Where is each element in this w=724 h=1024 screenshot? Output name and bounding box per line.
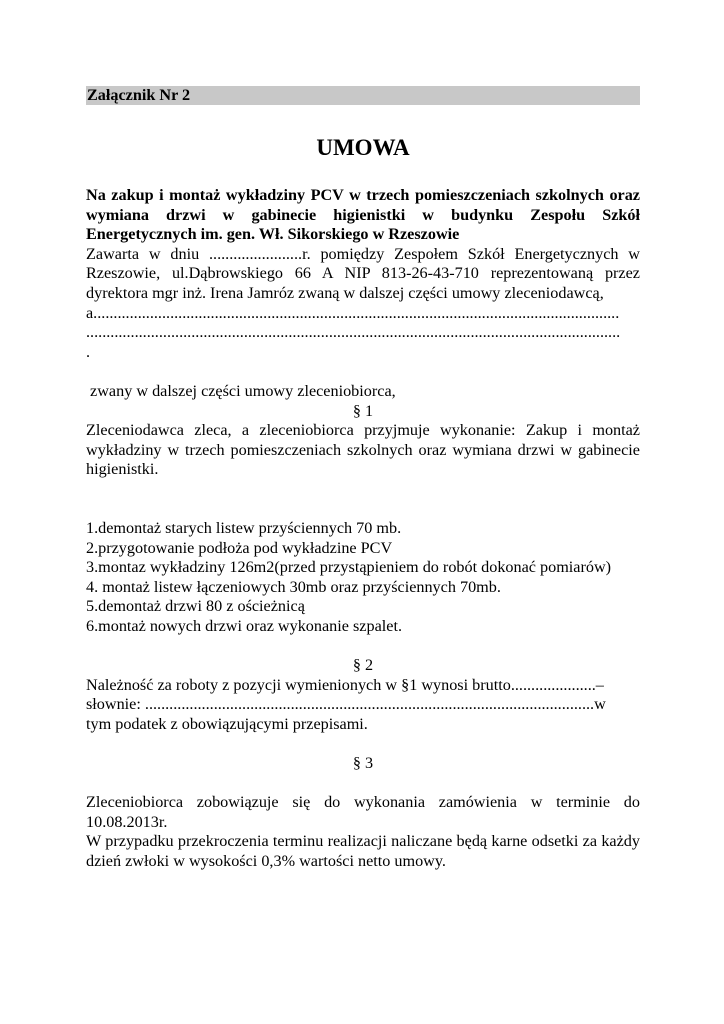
work-items-list xyxy=(86,519,640,637)
party-line-2: .................................................................................................................................... xyxy=(86,323,621,342)
contractor-note: zwany w dalszej części umowy zleceniobiorca, xyxy=(86,381,396,400)
spacer xyxy=(86,734,640,754)
spacer xyxy=(86,636,640,656)
section-3-text-2: W przypadku przekroczenia terminu realizacji naliczane będą karne odsetki za każdy dzień zwłoki w wysokości 0,3% wartości netto umowy. xyxy=(86,832,640,870)
section-1-text: Zleceniodawca zleca, a zleceniobiorca przyjmuje wykonanie: Zakup i montaż wykładziny w trzech pomieszczeniach szkolnych oraz wymiana drzwi w gabinecie higienistki. xyxy=(86,421,640,479)
section-2-line-3: tym podatek z obowiązującymi przepisami. xyxy=(86,714,368,733)
work-item: 2.przygotowanie podłoża pod wykładzine PCV xyxy=(86,538,393,557)
section-3-heading: § 3 xyxy=(352,754,374,773)
contract-subject: Na zakup i montaż wykładziny PCV w trzech pomieszczeniach szkolnych oraz wymiana drzwi w gabinecie higienistki w budynku Zespołu Szkół Energetycznych im. gen. Wł. Sikorskiego w Rzeszowie xyxy=(86,186,640,244)
work-item: 1.demontaż starych listew przyściennych 70 mb. xyxy=(86,518,402,537)
contract-intro: Zawarta w dniu .......................r. pomiędzy Zespołem Szkół Energetycznych w Rzeszowie, ul.Dąbrowskiego 66 A NIP 813-26-43-710 reprezentowaną przez dyrektora mgr inż. Irena Jamróz zwaną w dalszej części umowy zleceniodawcą, xyxy=(86,244,640,302)
annex-label: Załącznik Nr 2 xyxy=(86,86,640,105)
spacer xyxy=(86,362,640,382)
section-2-line-1: Należność za roboty z pozycji wymienionych w §1 wynosi brutto.....................– xyxy=(86,675,604,694)
work-item: 5.demontaż drzwi 80 z ościeżnicą xyxy=(86,597,305,616)
section-1-heading: § 1 xyxy=(352,401,374,420)
work-item: 3.montaz wykładziny 126m2(przed przystąpieniem do robót dokonać pomiarów) xyxy=(86,558,612,577)
party-line-3: . xyxy=(86,342,91,361)
section-3-text-1: Zleceniobiorca zobowiązuje się do wykonania zamówienia w terminie do 10.08.2013r. xyxy=(86,793,640,831)
document-title: UMOWA xyxy=(316,135,410,160)
work-item: 6.montaż nowych drzwi oraz wykonanie szpalet. xyxy=(86,616,402,635)
document-page xyxy=(86,86,640,872)
section-2-heading: § 2 xyxy=(352,656,374,675)
spacer xyxy=(86,774,640,794)
section-2-line-2: słownie: ...............................................................................................................w xyxy=(86,695,606,714)
work-item: 4. montaż listew łączeniowych 30mb oraz przyściennych 70mb. xyxy=(86,577,501,596)
party-line-1: a.................................................................................................................................. xyxy=(86,303,620,322)
spacer xyxy=(86,480,640,519)
